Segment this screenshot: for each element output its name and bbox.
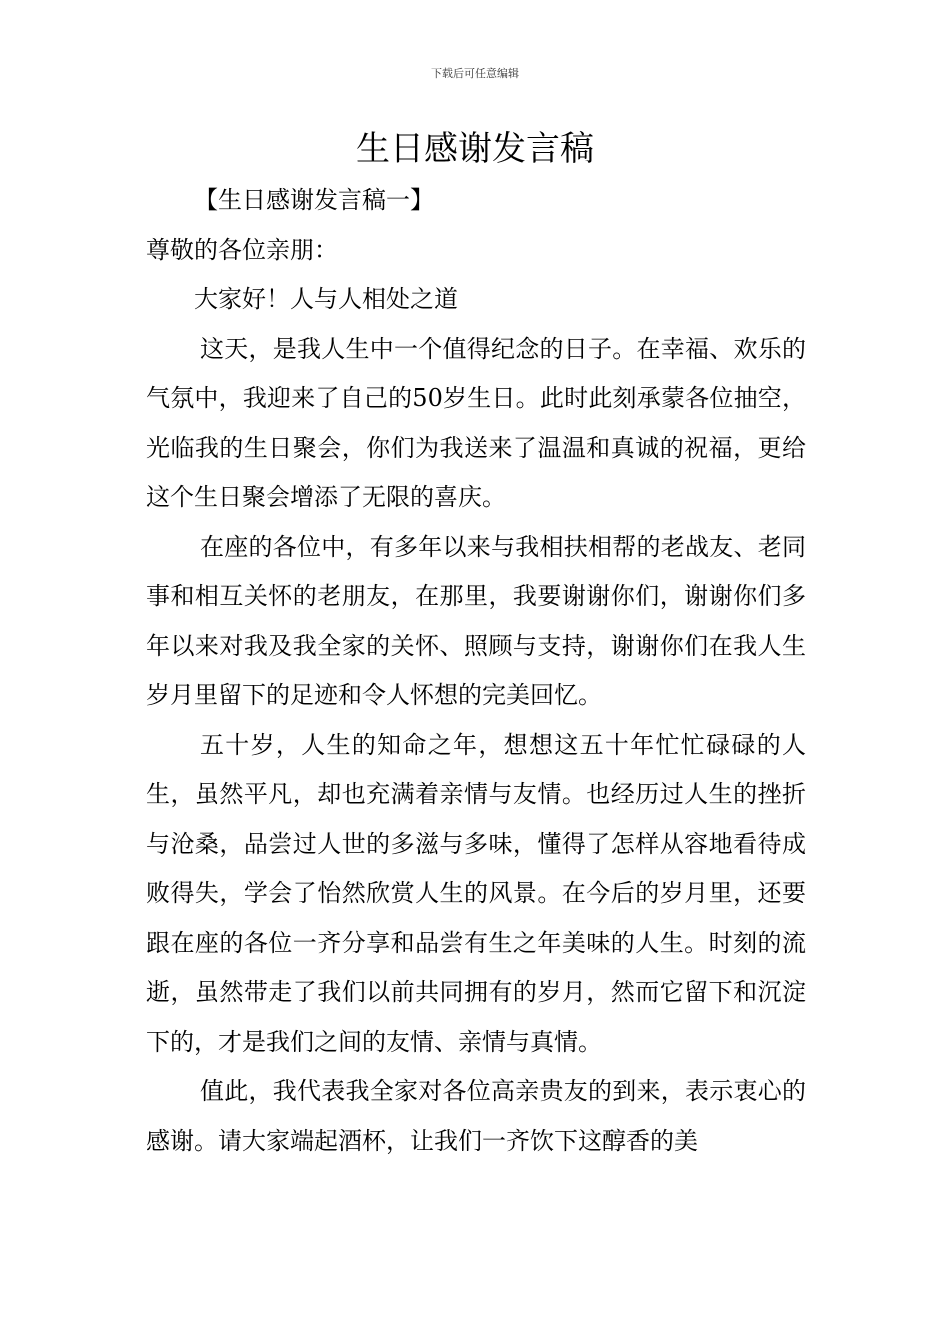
paragraph: 五十岁，人生的知命之年，想想这五十年忙忙碌碌的人生，虽然平凡，却也充满着亲情与友情。也经历过人生的挫折与沧桑，品尝过人世的多滋与多味，懂得了怎样从容地看待成败得失，学会了怡然欣赏人生的风景。在今后的岁月里，还要跟在座的各位一齐分享和品尝有生之年美味的人生。时刻的流逝，虽然带走了我们以前共同拥有的岁月，然而它留下和沉淀下的，才是我们之间的友情、亲情与真情。 bbox=[146, 730, 806, 1056]
paragraph: 值此，我代表我全家对各位高亲贵友的到来，表示衷心的感谢。请大家端起酒杯，让我们一齐饮下这醇香的美 bbox=[146, 1077, 806, 1155]
greeting-line: 大家好！人与人相处之道 bbox=[194, 285, 458, 313]
paragraph: 这天，是我人生中一个值得纪念的日子。在幸福、欢乐的气氛中，我迎来了自己的50岁生日。此时此刻承蒙各位抽空，光临我的生日聚会，你们为我送来了温温和真诚的祝福，更给这个生日聚会增添了无限的喜庆。 bbox=[146, 334, 806, 511]
salutation: 尊敬的各位亲朋： bbox=[146, 235, 338, 264]
header-note: 下载后可任意编辑 bbox=[431, 67, 519, 80]
paragraph: 在座的各位中，有多年以来与我相扶相帮的老战友、老同事和相互关怀的老朋友，在那里，我要谢谢你们，谢谢你们多年以来对我及我全家的关怀、照顾与支持，谢谢你们在我人生岁月里留下的足迹和令人怀想的完美回忆。 bbox=[146, 532, 806, 709]
document-title: 生日感谢发言稿 bbox=[356, 129, 594, 169]
document-body bbox=[146, 176, 806, 1166]
section-heading: 【生日感谢发言稿一】 bbox=[194, 186, 434, 214]
